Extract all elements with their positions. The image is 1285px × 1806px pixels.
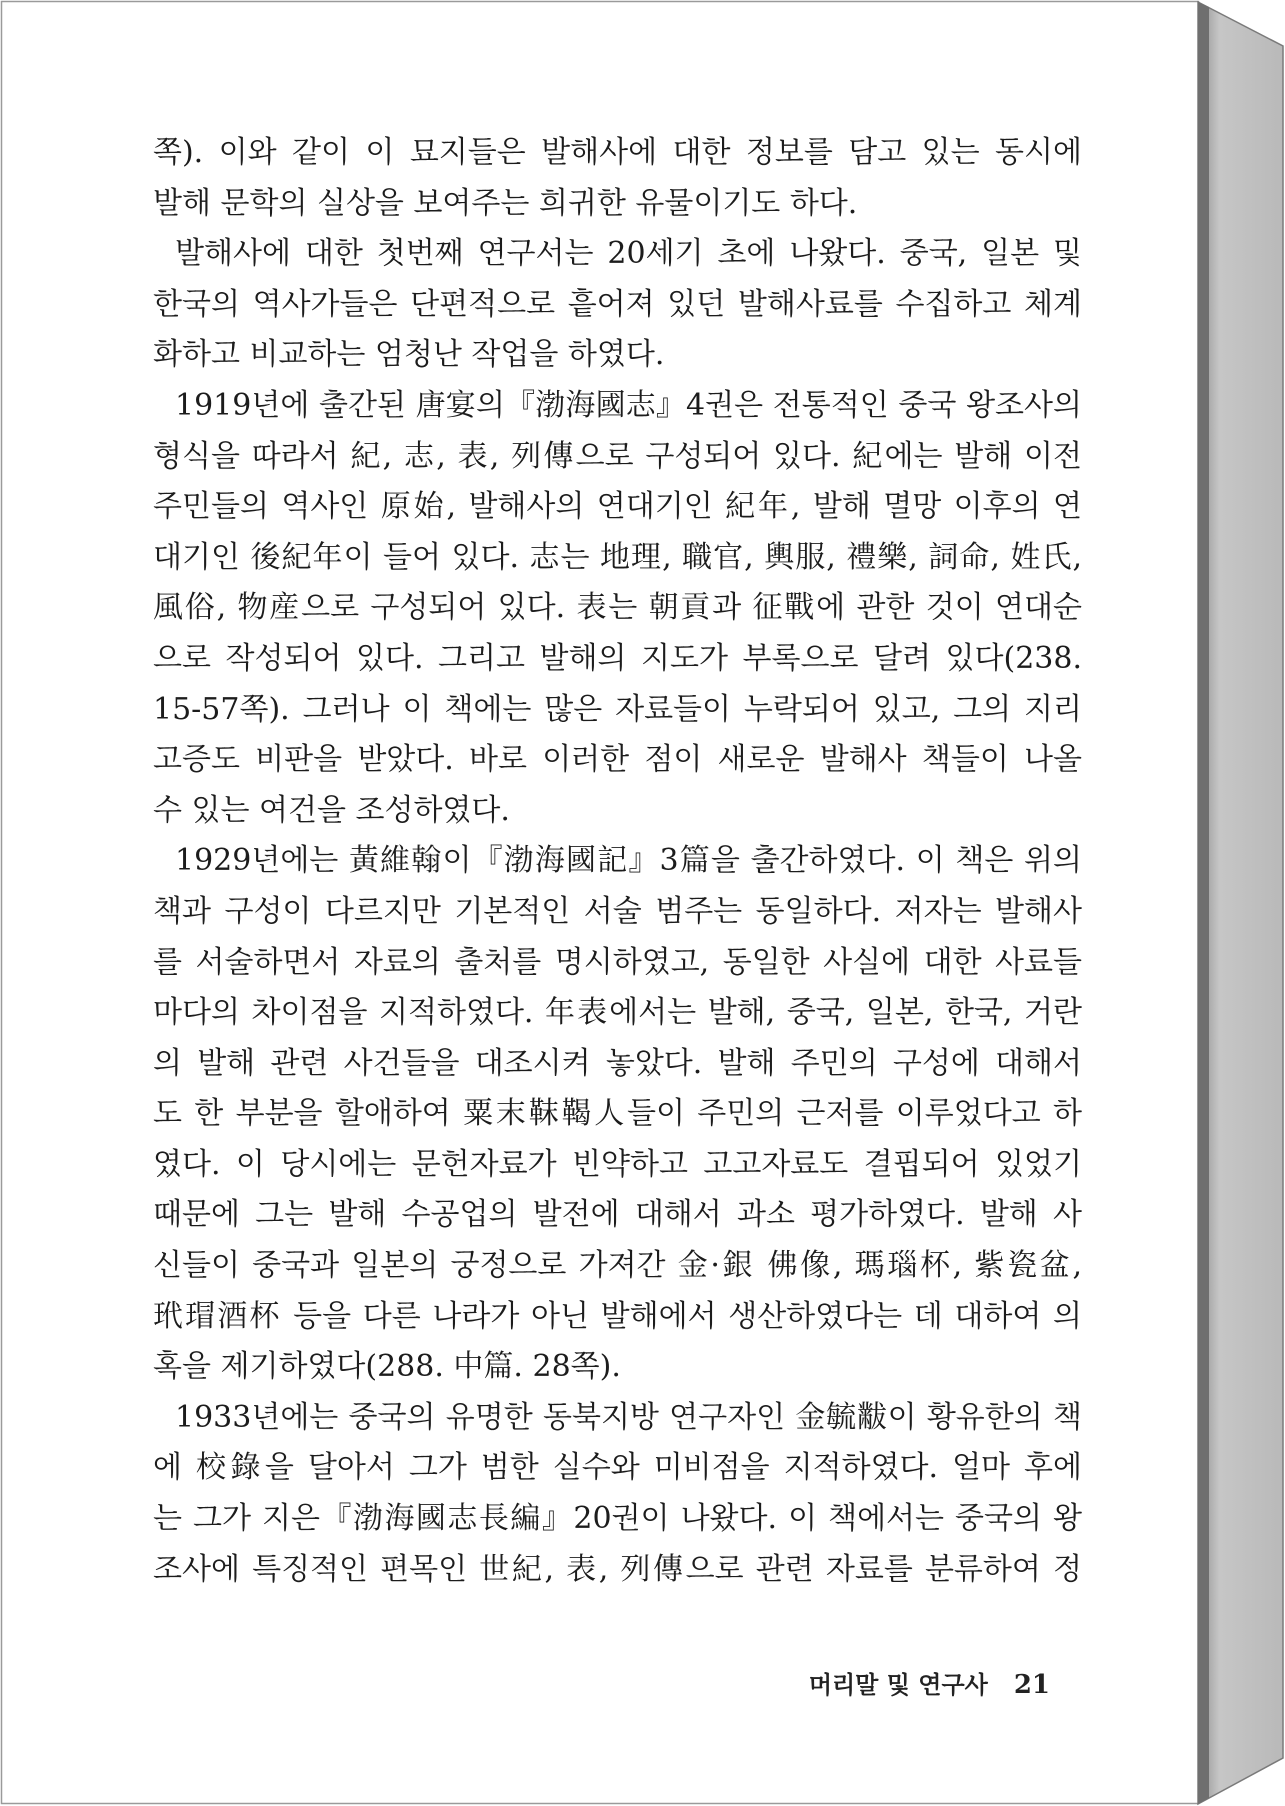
text-line: 때문에 그는 발해 수공업의 발전에 대해서 과소 평가하였다. 발해 사 [153,1197,1082,1233]
running-head: 머리말 및 연구사 [808,1671,988,1699]
text-line: 를 서술하면서 자료의 출처를 명시하였고, 동일한 사실에 대한 사료들 [153,944,1082,980]
text-line: 발해 문학의 실상을 보여주는 희귀한 유물이기도 하다. [153,185,858,221]
text-line: 수 있는 여건을 조성하였다. [153,792,510,828]
text-line: 1929년에는 黃維翰이『渤海國記』3篇을 출간하였다. 이 책은 위의 [175,843,1082,879]
paragraph [153,1393,1082,1595]
text-line: 의 발해 관련 사건들을 대조시켜 놓았다. 발해 주민의 구성에 대해서 [153,1045,1082,1081]
page-stack-shadow [1198,2,1209,1804]
text-line: 혹을 제기하였다(288. 中篇. 28쪽). [153,1349,621,1385]
text-line: 도 한 부분을 할애하여 粟末靺鞨人들이 주민의 근저를 이루었다고 하 [153,1096,1082,1132]
text-line: 신들이 중국과 일본의 궁정으로 가져간 金·銀 佛像, 瑪瑙杯, 紫瓷盆, [153,1248,1082,1284]
text-line: 마다의 차이점을 지적하였다. 年表에서는 발해, 중국, 일본, 한국, 거란 [153,995,1082,1031]
text-line: 한국의 역사가들은 단편적으로 흩어져 있던 발해사료를 수집하고 체계 [153,286,1082,322]
text-line: 대기인 後紀年이 들어 있다. 志는 地理, 職官, 輿服, 禮樂, 詞命, 姓氏, [153,539,1082,575]
text-line: 조사에 특징적인 편목인 世紀, 表, 列傳으로 관련 자료를 분류하여 정 [153,1551,1082,1587]
text-line: 책과 구성이 다르지만 기본적인 서술 범주는 동일하다. 저자는 발해사 [153,893,1082,929]
text-line: 1933년에는 중국의 유명한 동북지방 연구자인 金毓黻이 황유한의 책 [175,1399,1082,1435]
text-line: 으로 작성되어 있다. 그리고 발해의 지도가 부록으로 달려 있다(238. [153,640,1082,676]
text-line: 1919년에 출간된 唐宴의『渤海國志』4권은 전통적인 중국 왕조사의 [175,387,1082,423]
text-line: 주민들의 역사인 原始, 발해사의 연대기인 紀年, 발해 멸망 이후의 연 [153,489,1082,525]
page-number: 21 [1013,1670,1050,1700]
text-line: 는 그가 지은『渤海國志長編』20권이 나왔다. 이 책에서는 중국의 왕 [153,1501,1082,1537]
paragraph [153,229,1082,381]
text-line: 에 校錄을 달아서 그가 범한 실수와 미비점을 지적하였다. 얼마 후에 [153,1450,1082,1486]
text-line: 형식을 따라서 紀, 志, 表, 列傳으로 구성되어 있다. 紀에는 발해 이전 [153,438,1082,474]
text-line: 玳瑁酒杯 등을 다른 나라가 아닌 발해에서 생산하였다는 데 대하여 의 [153,1298,1082,1334]
paragraph [153,128,1082,229]
text-line: 였다. 이 당시에는 문헌자료가 빈약하고 고고자료도 결핍되어 있었기 [153,1146,1082,1182]
text-line: 風俗, 物産으로 구성되어 있다. 表는 朝貢과 征戰에 관한 것이 연대순 [153,590,1082,626]
page-stack-edge [1198,2,1283,1804]
text-line: 15-57쪽). 그러나 이 책에는 많은 자료들이 누락되어 있고, 그의 지리 [153,691,1082,727]
text-line: 화하고 비교하는 엄청난 작업을 하였다. [153,337,665,373]
body-text [153,128,1082,1595]
text-line: 쪽). 이와 같이 이 묘지들은 발해사에 대한 정보를 담고 있는 동시에 [153,135,1082,170]
text-line: 고증도 비판을 받았다. 바로 이러한 점이 새로운 발해사 책들이 나올 [153,742,1082,778]
paragraph [153,381,1082,836]
text-line: 발해사에 대한 첫번째 연구서는 20세기 초에 나왔다. 중국, 일본 및 [175,236,1082,272]
page-footer [809,1668,1050,1702]
paragraph [153,836,1082,1393]
